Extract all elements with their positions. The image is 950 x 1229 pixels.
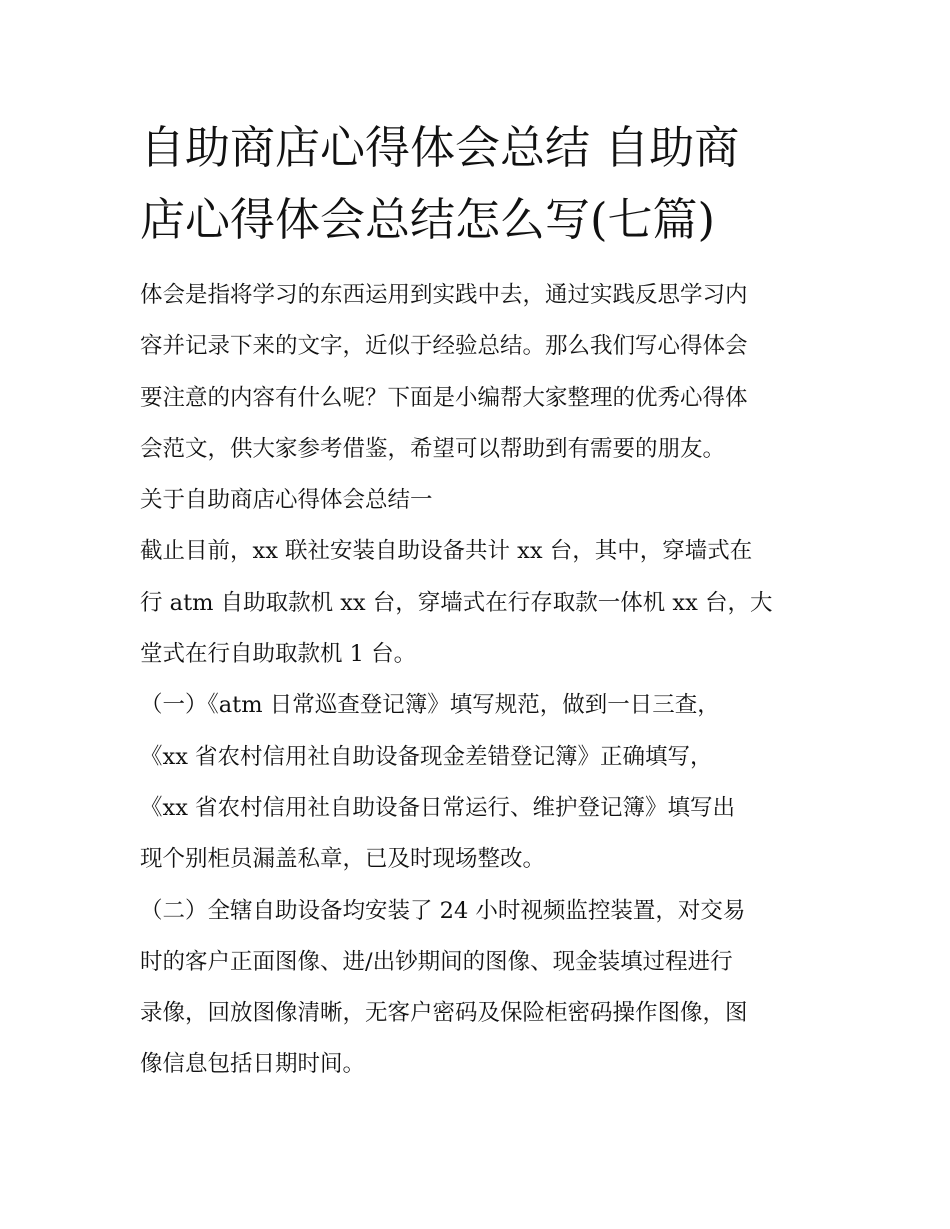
title-line: 店心得体会总结怎么写(七篇)	[140, 193, 716, 246]
paragraph-line: 《xx 省农村信用社自助设备现金差错登记簿》正确填写，	[140, 743, 713, 770]
section-heading: 关于自助商店心得体会总结一	[140, 487, 433, 514]
paragraph-line: 会范文，供大家参考借鉴，希望可以帮助到有需要的朋友。	[140, 435, 726, 462]
paragraph-line: 截止目前，xx 联社安装自助设备共计 xx 台，其中，穿墙式在	[140, 538, 753, 565]
title-line: 自助商店心得体会总结 自助商	[140, 121, 740, 174]
paragraph-line: 要注意的内容有什么呢？下面是小编帮大家整理的优秀心得体	[140, 384, 748, 411]
document-content	[140, 112, 816, 1091]
paragraph-line: （二）全辖自助设备均安装了 24 小时视频监控装置，对交易	[140, 897, 746, 924]
paragraph-line: 现个别柜员漏盖私章，已及时现场整改。	[140, 846, 546, 873]
document-body	[140, 270, 816, 1091]
paragraph-line: 录像，回放图像清晰，无客户密码及保险柜密码操作图像，图	[140, 1000, 748, 1027]
paragraph-line: （一）《atm 日常巡查登记簿》填写规范，做到一日三查，	[140, 692, 720, 719]
paragraph-line: 《xx 省农村信用社自助设备日常运行、维护登记簿》填写出	[140, 794, 736, 821]
paragraph-line: 容并记录下来的文字，近似于经验总结。那么我们写心得体会	[140, 333, 748, 360]
document-title	[140, 112, 816, 256]
paragraph-line: 时的客户正面图像、进/出钞期间的图像、现金装填过程进行	[140, 948, 733, 975]
paragraph-line: 体会是指将学习的东西运用到实践中去，通过实践反思学习内	[140, 282, 748, 308]
paragraph-line: 行 atm 自助取款机 xx 台，穿墙式在行存取款一体机 xx 台，大	[140, 589, 773, 616]
paragraph-line: 像信息包括日期时间。	[140, 1051, 366, 1078]
paragraph-line: 堂式在行自助取款机 1 台。	[140, 641, 417, 668]
